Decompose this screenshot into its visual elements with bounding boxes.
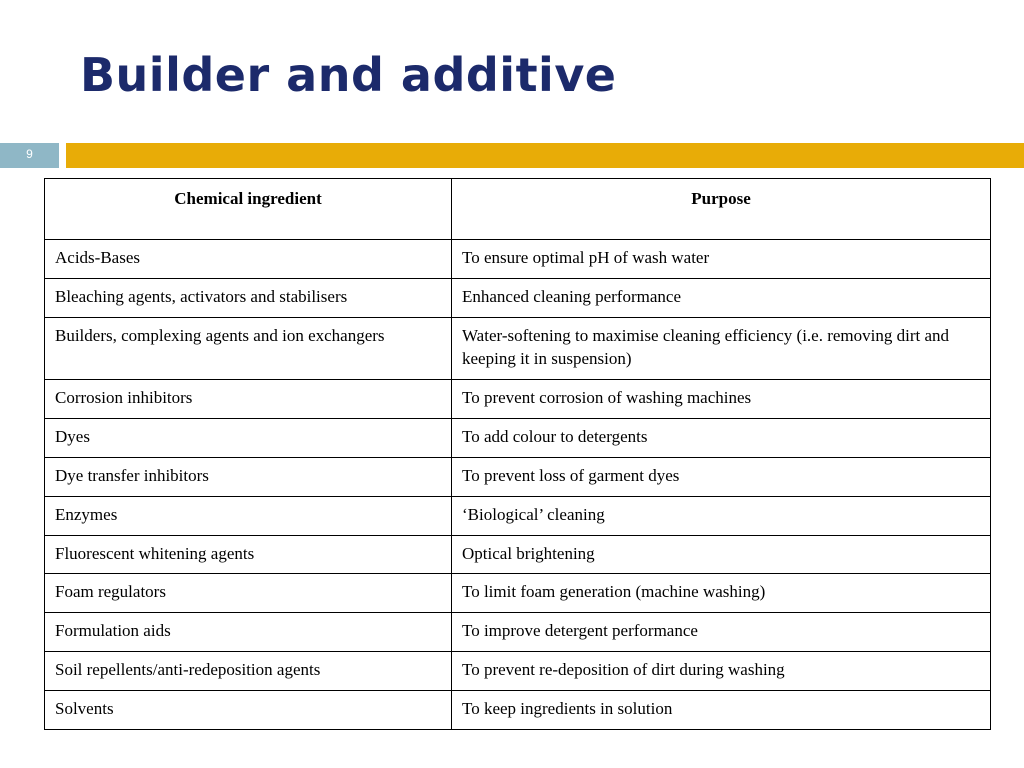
purpose-cell: Enhanced cleaning performance xyxy=(452,278,991,317)
ingredient-cell: Dye transfer inhibitors xyxy=(45,457,452,496)
accent-bar xyxy=(66,143,1024,168)
purpose-cell: Optical brightening xyxy=(452,535,991,574)
table-row xyxy=(45,691,991,730)
purpose-cell: To add colour to detergents xyxy=(452,418,991,457)
table-row xyxy=(45,240,991,279)
purpose-cell: To prevent corrosion of washing machines xyxy=(452,379,991,418)
table-row xyxy=(45,317,991,379)
table-row xyxy=(45,278,991,317)
ingredient-cell: Fluorescent whitening agents xyxy=(45,535,452,574)
ingredient-cell: Dyes xyxy=(45,418,452,457)
table-row xyxy=(45,652,991,691)
ingredient-cell: Solvents xyxy=(45,691,452,730)
ingredients-table xyxy=(44,178,991,730)
ingredient-cell: Formulation aids xyxy=(45,613,452,652)
purpose-cell: Water-softening to maximise cleaning efficiency (i.e. removing dirt and keeping it in suspension) xyxy=(452,317,991,379)
purpose-cell: To limit foam generation (machine washing) xyxy=(452,574,991,613)
table-row xyxy=(45,535,991,574)
header-chemical-ingredient: Chemical ingredient xyxy=(45,179,452,240)
table-row xyxy=(45,574,991,613)
table-row xyxy=(45,613,991,652)
purpose-cell: To ensure optimal pH of wash water xyxy=(452,240,991,279)
purpose-cell: ‘Biological’ cleaning xyxy=(452,496,991,535)
table-row xyxy=(45,496,991,535)
table-row xyxy=(45,457,991,496)
ingredient-cell: Bleaching agents, activators and stabilisers xyxy=(45,278,452,317)
table-row xyxy=(45,379,991,418)
ingredient-cell: Builders, complexing agents and ion exchangers xyxy=(45,317,452,379)
slide-title: Builder and additive xyxy=(80,48,617,102)
ingredient-cell: Acids-Bases xyxy=(45,240,452,279)
table-row xyxy=(45,418,991,457)
table-header-row xyxy=(45,179,991,240)
ingredient-cell: Foam regulators xyxy=(45,574,452,613)
header-purpose: Purpose xyxy=(452,179,991,240)
ingredient-cell: Enzymes xyxy=(45,496,452,535)
purpose-cell: To keep ingredients in solution xyxy=(452,691,991,730)
purpose-cell: To prevent re-deposition of dirt during washing xyxy=(452,652,991,691)
purpose-cell: To prevent loss of garment dyes xyxy=(452,457,991,496)
ingredient-cell: Soil repellents/anti-redeposition agents xyxy=(45,652,452,691)
slide-number: 9 xyxy=(0,143,59,168)
purpose-cell: To improve detergent performance xyxy=(452,613,991,652)
ingredient-cell: Corrosion inhibitors xyxy=(45,379,452,418)
